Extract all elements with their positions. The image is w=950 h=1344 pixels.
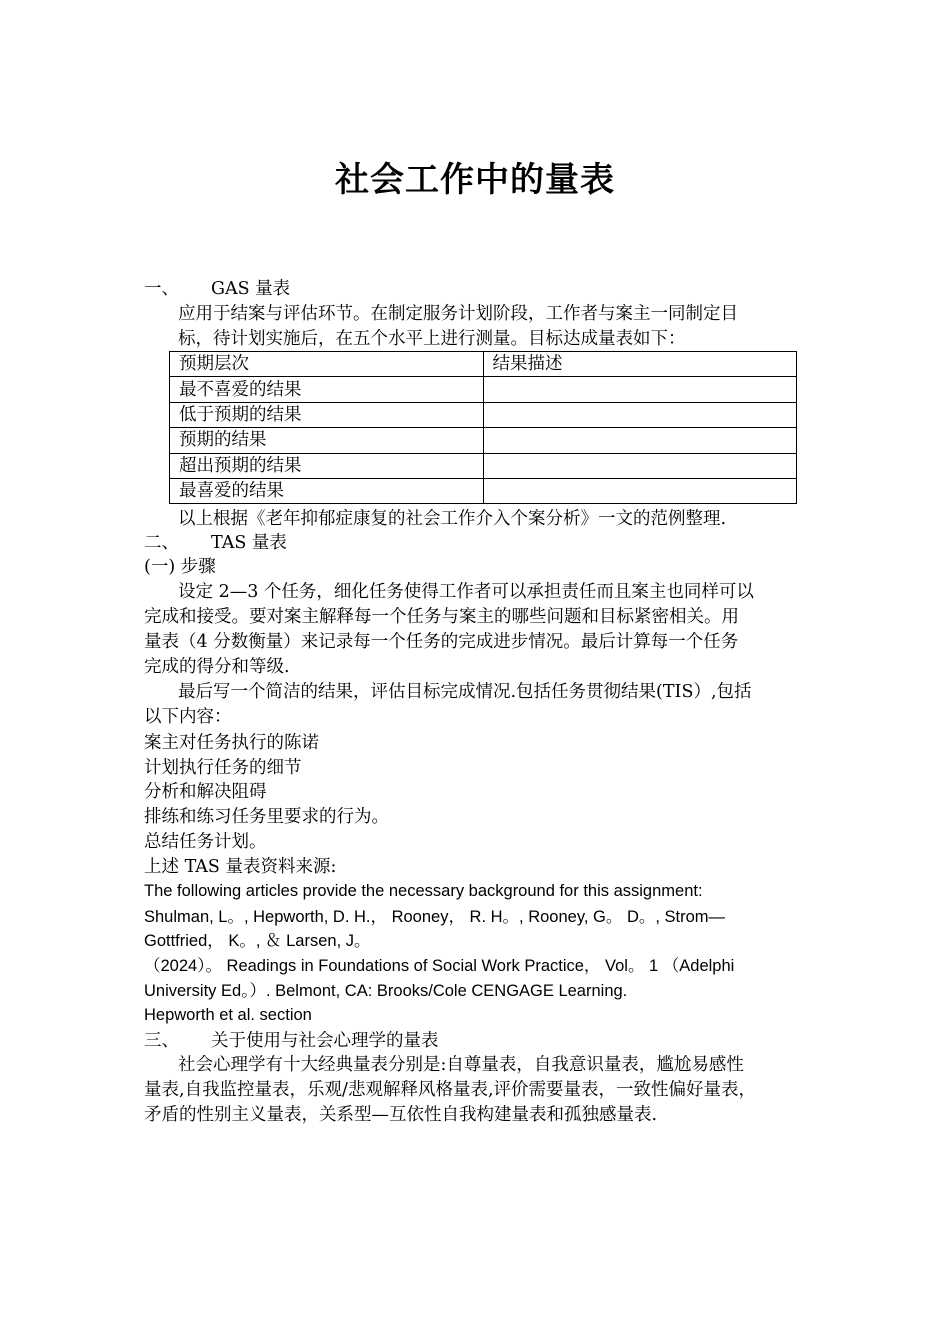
paragraph-line: 量表（4 分数衡量）来记录每一个任务的完成进步情况。最后计算每一个任务 — [144, 632, 739, 652]
table-row — [170, 402, 797, 427]
paragraph-line: 矛盾的性别主义量表，关系型—互依性自我构建量表和孤独感量表. — [144, 1105, 658, 1125]
goal-attainment-table — [169, 351, 797, 504]
reference-line: Shulman, L。, Hepworth, D. H.， Rooney， R. H。, Rooney, G。 D。, Strom— — [144, 908, 726, 926]
paragraph-line: 量表,自我监控量表，乐观/悲观解释风格量表,评价需要量表，一致性偏好量表， — [144, 1080, 757, 1100]
reference-line: Hepworth et al. section — [144, 1006, 312, 1024]
paragraph-line: 完成的得分和等级. — [144, 657, 290, 677]
table-row — [170, 377, 797, 402]
section-title: 关于使用与社会心理学的量表 — [211, 1031, 439, 1051]
list-item: 总结任务计划。 — [144, 832, 267, 852]
section-1-heading — [144, 277, 290, 302]
table-row — [170, 478, 797, 503]
table-cell — [483, 478, 797, 503]
reference-line: （2024）。 Readings in Foundations of Social Work Practice， Vol。 1 （Adelphi — [144, 957, 735, 975]
reference-line: Gottfried， K。, ＆ Larsen, J。 — [144, 932, 371, 950]
table-note: 以上根据《老年抑郁症康复的社会工作介入个案分析》一文的范例整理. — [178, 509, 727, 529]
paragraph-line: 标，待计划实施后，在五个水平上进行测量。目标达成量表如下： — [178, 329, 686, 349]
table-row — [170, 453, 797, 478]
list-item: 计划执行任务的细节 — [144, 758, 302, 778]
paragraph-line: 社会心理学有十大经典量表分别是:自尊量表，自我意识量表，尴尬易感性 — [178, 1055, 744, 1075]
page-title: 社会工作中的量表 — [335, 160, 615, 200]
section-2-heading — [144, 531, 287, 556]
paragraph-line: 以下内容： — [144, 707, 232, 727]
table-cell — [483, 402, 797, 427]
table-header-cell: 预期层次 — [170, 352, 484, 377]
table-header-row — [170, 352, 797, 377]
paragraph-line: 设定 2—3 个任务，细化任务使得工作者可以承担责任而且案主也同样可以 — [178, 582, 754, 602]
list-item: 案主对任务执行的陈诺 — [144, 733, 319, 753]
reference-line: University Ed。）. Belmont, CA: Brooks/Cole CENGAGE Learning. — [144, 982, 628, 1000]
table-cell — [483, 377, 797, 402]
list-item: 排练和练习任务里要求的行为。 — [144, 807, 389, 827]
table-cell: 预期的结果 — [170, 428, 484, 453]
paragraph-line: 完成和接受。要对案主解释每一个任务与案主的哪些问题和目标紧密相关。用 — [144, 607, 739, 627]
source-label: 上述 TAS 量表资料来源: — [144, 857, 337, 877]
table-cell — [483, 428, 797, 453]
table-row — [170, 428, 797, 453]
section-number: 一、 — [144, 279, 179, 299]
table-cell: 最不喜爱的结果 — [170, 377, 484, 402]
table-cell: 最喜爱的结果 — [170, 478, 484, 503]
subsection-heading: (一) 步骤 — [144, 557, 216, 577]
section-3-heading — [144, 1029, 439, 1054]
paragraph-line: 最后写一个简洁的结果，评估目标完成情况.包括任务贯彻结果(TIS）,包括 — [178, 682, 752, 702]
table-cell: 超出预期的结果 — [170, 453, 484, 478]
section-title: TAS 量表 — [211, 533, 287, 553]
table-cell: 低于预期的结果 — [170, 402, 484, 427]
section-title: GAS 量表 — [211, 279, 291, 299]
section-number: 三、 — [144, 1031, 179, 1051]
paragraph-line: 应用于结案与评估环节。在制定服务计划阶段，工作者与案主一同制定目 — [178, 304, 738, 324]
reference-line: The following articles provide the necessary background for this assignment: — [144, 882, 703, 900]
table-cell — [483, 453, 797, 478]
list-item: 分析和解决阻碍 — [144, 782, 267, 802]
table-header-cell: 结果描述 — [483, 352, 797, 377]
section-number: 二、 — [144, 533, 179, 553]
